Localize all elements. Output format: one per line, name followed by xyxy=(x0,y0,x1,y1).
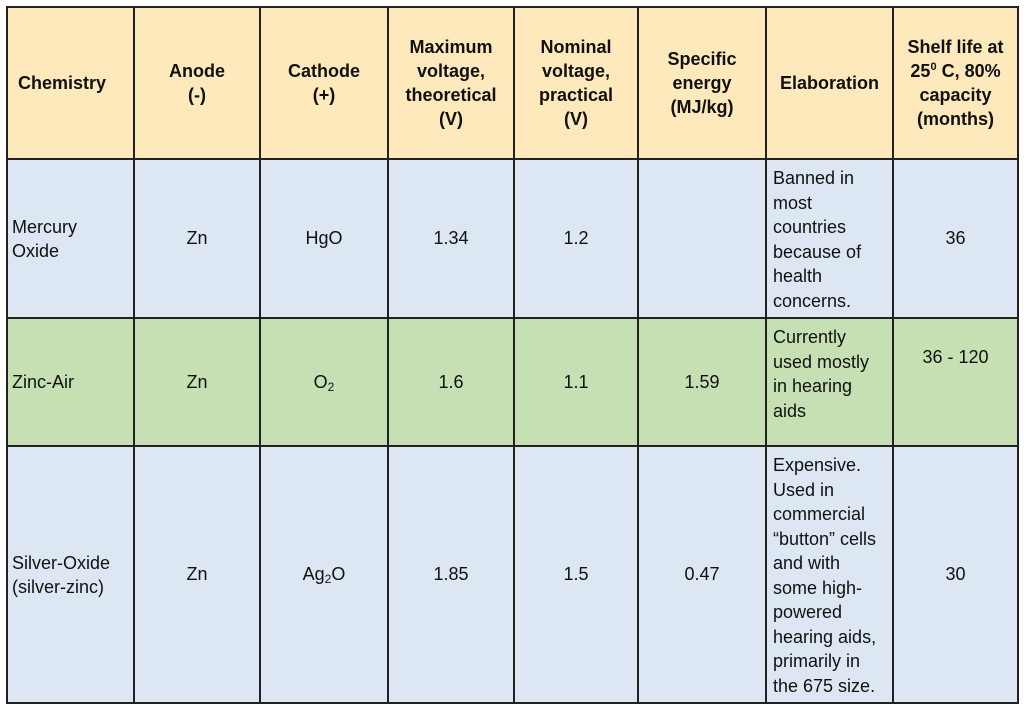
cell-nominal-voltage: 1.1 xyxy=(514,318,638,446)
cell-cathode: HgO xyxy=(260,159,388,318)
cell-shelf-life: 36 - 120 xyxy=(893,318,1018,446)
cell-chemistry: Zinc-Air xyxy=(7,318,134,446)
header-row xyxy=(7,7,1018,159)
header-specific-energy: Specific energy (MJ/kg) xyxy=(638,7,766,159)
cell-shelf-life: 30 xyxy=(893,446,1018,703)
table-row xyxy=(7,446,1018,703)
cell-specific-energy: 1.59 xyxy=(638,318,766,446)
cell-cathode: $O_2$ xyxy=(260,318,388,446)
header-shelf-life: Shelf life at $25^0$ C, 80% capacity (months) xyxy=(893,7,1018,159)
cell-elaboration: Expensive. Used in commercial “button” cells and with some high- powered hearing aids, primarily in the 675 size. xyxy=(766,446,893,703)
cell-cathode: $Ag_2O$ xyxy=(260,446,388,703)
header-cathode: Cathode (+) xyxy=(260,7,388,159)
header-anode: Anode (-) xyxy=(134,7,260,159)
cell-specific-energy xyxy=(638,159,766,318)
table-row xyxy=(7,318,1018,446)
cell-max-voltage: 1.85 xyxy=(388,446,514,703)
cell-anode: Zn xyxy=(134,446,260,703)
cell-elaboration: Banned in most countries because of health concerns. xyxy=(766,159,893,318)
cell-chemistry: Silver-Oxide (silver-zinc) xyxy=(7,446,134,703)
cell-specific-energy: 0.47 xyxy=(638,446,766,703)
cell-anode: Zn xyxy=(134,159,260,318)
header-chemistry: Chemistry xyxy=(7,7,134,159)
cell-nominal-voltage: 1.5 xyxy=(514,446,638,703)
cell-anode: Zn xyxy=(134,318,260,446)
table-row xyxy=(7,159,1018,318)
cell-elaboration: Currently used mostly in hearing aids xyxy=(766,318,893,446)
cell-nominal-voltage: 1.2 xyxy=(514,159,638,318)
header-nominal-voltage: Nominal voltage, practical (V) xyxy=(514,7,638,159)
cell-chemistry: Mercury Oxide xyxy=(7,159,134,318)
header-max-voltage: Maximum voltage, theoretical (V) xyxy=(388,7,514,159)
cell-shelf-life: 36 xyxy=(893,159,1018,318)
cell-max-voltage: 1.34 xyxy=(388,159,514,318)
header-elaboration: Elaboration xyxy=(766,7,893,159)
cell-max-voltage: 1.6 xyxy=(388,318,514,446)
battery-chemistry-table xyxy=(6,6,1019,704)
